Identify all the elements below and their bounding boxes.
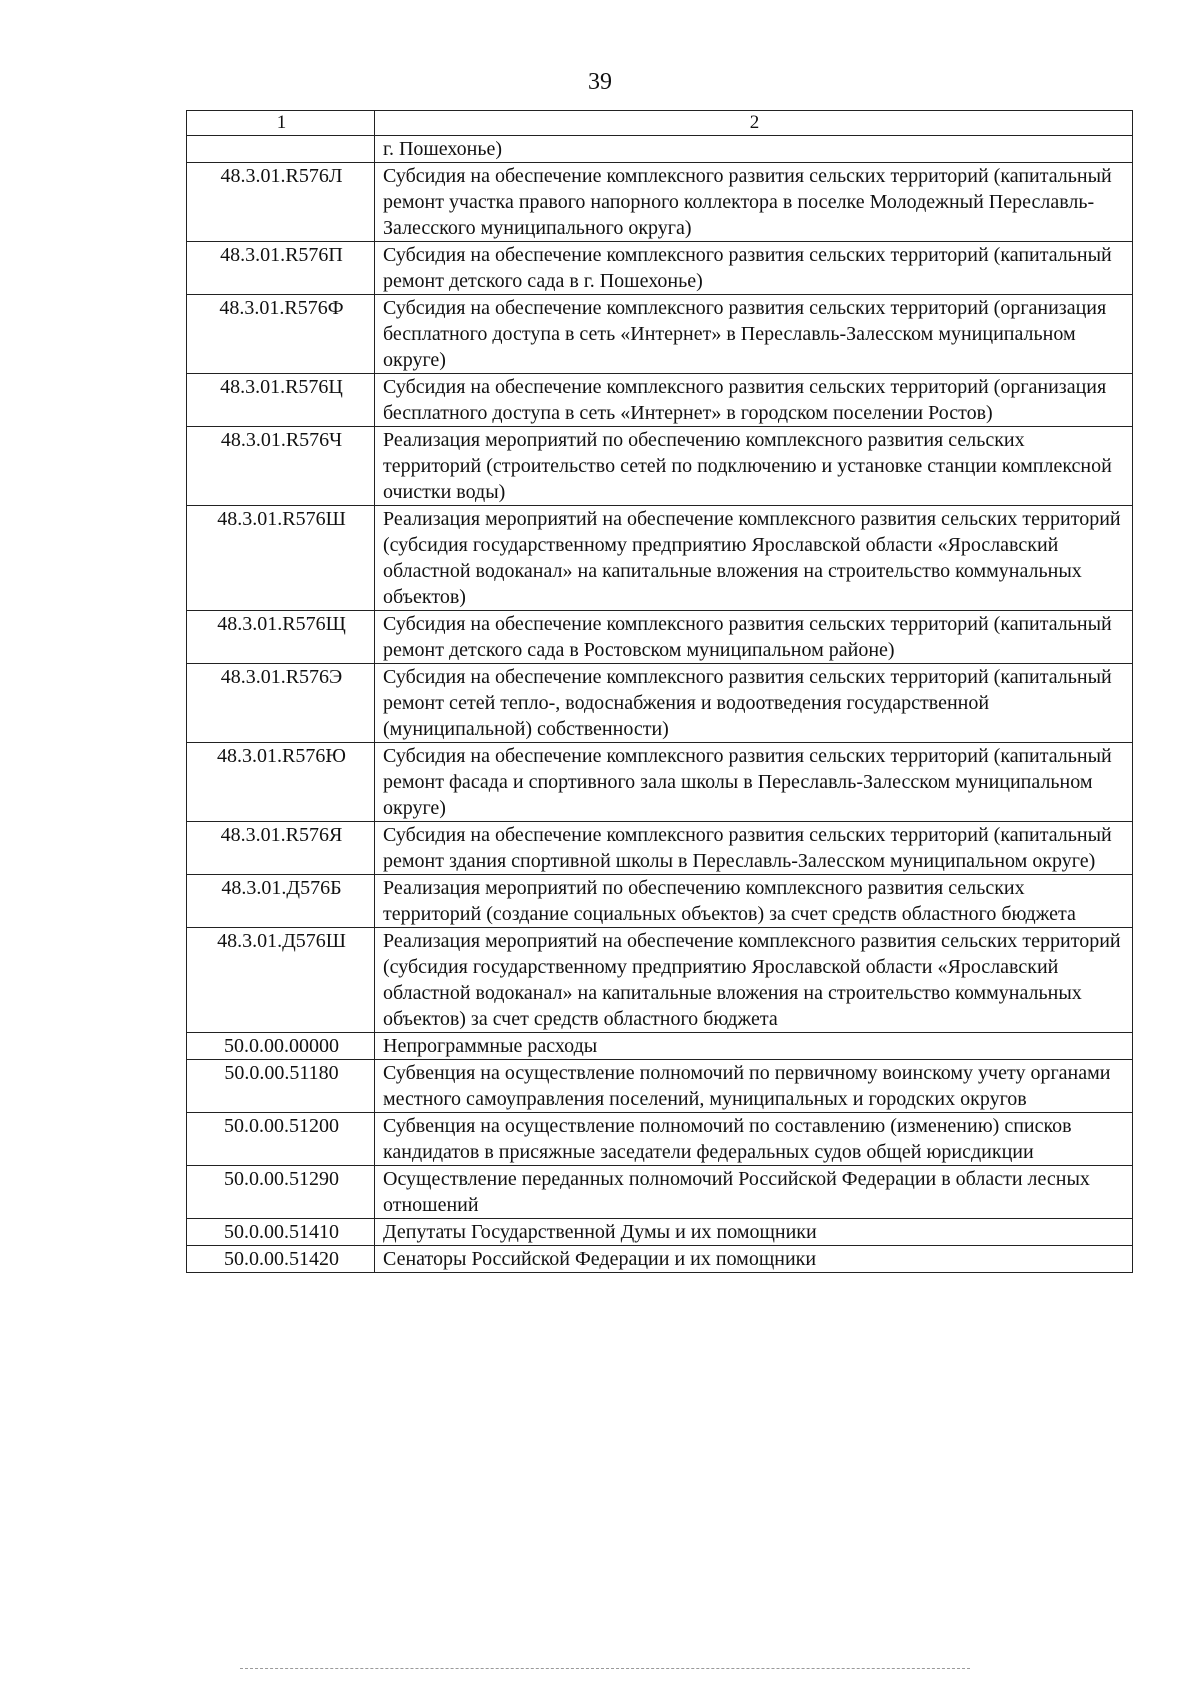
table-row xyxy=(187,822,1133,875)
row-description: Субсидия на обеспечение комплексного развития сельских территорий (капитальный ремонт сетей тепло-, водоснабжения и водоотведения государственной (муниципальной) собственности) xyxy=(375,664,1133,743)
table-row xyxy=(187,611,1133,664)
table-header-row xyxy=(187,111,1133,136)
table-row xyxy=(187,664,1133,743)
row-description: Осуществление переданных полномочий Российской Федерации в области лесных отношений xyxy=(375,1166,1133,1219)
row-code: 50.0.00.51410 xyxy=(187,1219,375,1246)
budget-classification-table xyxy=(186,110,1133,1273)
row-description: Субсидия на обеспечение комплексного развития сельских территорий (организация бесплатного доступа в сеть «Интернет» в городском поселении Ростов) xyxy=(375,374,1133,427)
row-code: 48.3.01.R576Л xyxy=(187,163,375,242)
table-row xyxy=(187,295,1133,374)
row-code: 50.0.00.51420 xyxy=(187,1246,375,1273)
table-row xyxy=(187,1219,1133,1246)
table-row xyxy=(187,928,1133,1033)
row-code: 48.3.01.Д576Б xyxy=(187,875,375,928)
table-row xyxy=(187,136,1133,163)
row-code: 48.3.01.R576Ч xyxy=(187,427,375,506)
row-description: Субсидия на обеспечение комплексного развития сельских территорий (организация бесплатного доступа в сеть «Интернет» в Переславль-Залесском муниципальном округе) xyxy=(375,295,1133,374)
row-description: г. Пошехонье) xyxy=(375,136,1133,163)
row-code: 48.3.01.R576Э xyxy=(187,664,375,743)
row-code: 48.3.01.R576Ш xyxy=(187,506,375,611)
table-row xyxy=(187,242,1133,295)
page-number: 39 xyxy=(588,69,612,95)
row-description: Субсидия на обеспечение комплексного развития сельских территорий (капитальный ремонт здания спортивной школы в Переславль-Залесском муниципальном округе) xyxy=(375,822,1133,875)
row-code: 50.0.00.51290 xyxy=(187,1166,375,1219)
row-description: Субвенция на осуществление полномочий по составлению (изменению) списков кандидатов в присяжные заседатели федеральных судов общей юрисдикции xyxy=(375,1113,1133,1166)
footer-divider xyxy=(240,1668,970,1669)
row-code: 50.0.00.51200 xyxy=(187,1113,375,1166)
row-description: Субсидия на обеспечение комплексного развития сельских территорий (капитальный ремонт фасада и спортивного зала школы в Переславль-Залесском муниципальном округе) xyxy=(375,743,1133,822)
row-description: Реализация мероприятий по обеспечению комплексного развития сельских территорий (строительство сетей по подключению и установке станции комплексной очистки воды) xyxy=(375,427,1133,506)
row-description: Депутаты Государственной Думы и их помощники xyxy=(375,1219,1133,1246)
table-row xyxy=(187,506,1133,611)
row-code: 48.3.01.R576Ф xyxy=(187,295,375,374)
column-header-description: 2 xyxy=(375,111,1133,136)
table-row xyxy=(187,875,1133,928)
table-row xyxy=(187,374,1133,427)
row-description: Непрограммные расходы xyxy=(375,1033,1133,1060)
table-row xyxy=(187,1060,1133,1113)
row-code: 48.3.01.R576Щ xyxy=(187,611,375,664)
table-row xyxy=(187,1166,1133,1219)
table-row xyxy=(187,1246,1133,1273)
row-description: Реализация мероприятий на обеспечение комплексного развития сельских территорий (субсидия государственному предприятию Ярославской области «Ярославский областной водоканал» на капитальные вложения на строительство коммунальных объектов) за счет средств областного бюджета xyxy=(375,928,1133,1033)
row-code xyxy=(187,136,375,163)
column-header-code: 1 xyxy=(187,111,375,136)
row-code: 48.3.01.R576Ц xyxy=(187,374,375,427)
row-code: 50.0.00.51180 xyxy=(187,1060,375,1113)
row-code: 48.3.01.R576Ю xyxy=(187,743,375,822)
row-description: Реализация мероприятий по обеспечению комплексного развития сельских территорий (создание социальных объектов) за счет средств областного бюджета xyxy=(375,875,1133,928)
row-description: Сенаторы Российской Федерации и их помощники xyxy=(375,1246,1133,1273)
table-row xyxy=(187,1033,1133,1060)
row-description: Субсидия на обеспечение комплексного развития сельских территорий (капитальный ремонт детского сада в Ростовском муниципальном районе) xyxy=(375,611,1133,664)
table-row xyxy=(187,163,1133,242)
row-code: 50.0.00.00000 xyxy=(187,1033,375,1060)
row-description: Реализация мероприятий на обеспечение комплексного развития сельских территорий (субсидия государственному предприятию Ярославской области «Ярославский областной водоканал» на капитальные вложения на строительство коммунальных объектов) xyxy=(375,506,1133,611)
table-row xyxy=(187,1113,1133,1166)
table-row xyxy=(187,427,1133,506)
row-description: Субвенция на осуществление полномочий по первичному воинскому учету органами местного самоуправления поселений, муниципальных и городских округов xyxy=(375,1060,1133,1113)
row-code: 48.3.01.R576П xyxy=(187,242,375,295)
row-code: 48.3.01.Д576Ш xyxy=(187,928,375,1033)
row-description: Субсидия на обеспечение комплексного развития сельских территорий (капитальный ремонт детского сада в г. Пошехонье) xyxy=(375,242,1133,295)
row-code: 48.3.01.R576Я xyxy=(187,822,375,875)
table-row xyxy=(187,743,1133,822)
row-description: Субсидия на обеспечение комплексного развития сельских территорий (капитальный ремонт участка правого напорного коллектора в поселке Молодежный Переславль-Залесского муниципального округа) xyxy=(375,163,1133,242)
